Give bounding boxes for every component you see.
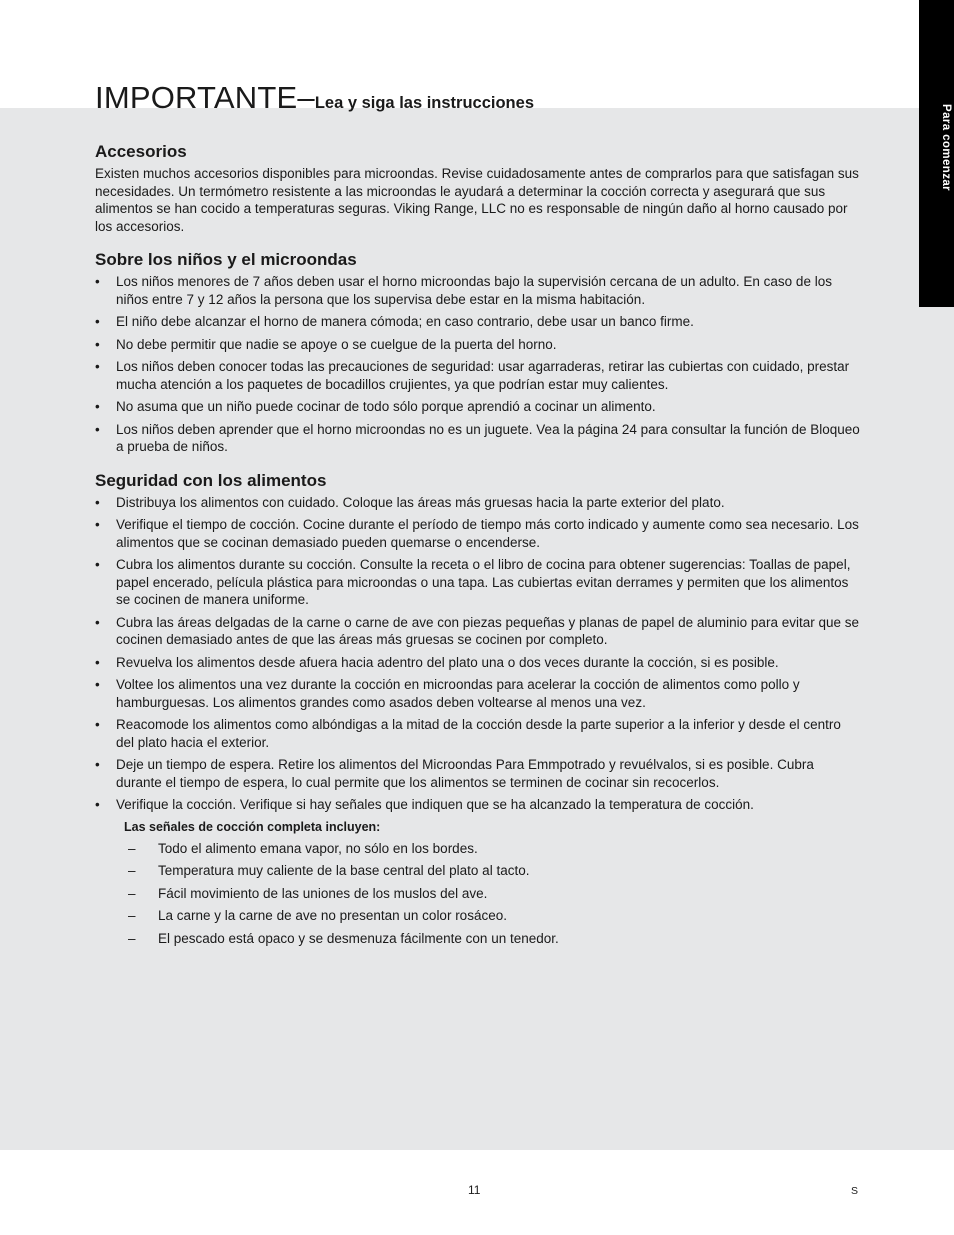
page-content — [95, 78, 860, 952]
page-title — [95, 78, 860, 116]
list-item-text: Distribuya los alimentos con cuidado. Coloque las áreas más gruesas hacia la parte exterior del plato. — [116, 494, 725, 510]
dash-icon: – — [128, 885, 136, 901]
list-item — [95, 398, 860, 416]
alimentos-list — [95, 494, 860, 814]
list-item — [95, 273, 860, 308]
list-item-text: Los niños deben conocer todas las precauciones de seguridad: usar agarraderas, retirar las cubiertas con cuidado, prestar mucha atención a los paquetes de bocadillos crujientes, ya que podrían estar muy calientes. — [116, 359, 850, 392]
dash-icon: – — [128, 840, 136, 856]
bullet-icon: • — [95, 717, 100, 732]
list-item-text: No debe permitir que nadie se apoye o se cuelgue de la puerta del horno. — [116, 336, 557, 352]
title-main: IMPORTANTE– — [95, 80, 315, 115]
list-item-text: No asuma que un niño puede cocinar de todo sólo porque aprendió a cocinar un alimento. — [116, 399, 656, 414]
list-item-text: Temperatura muy caliente de la base central del plato al tacto. — [158, 863, 530, 878]
list-item — [95, 614, 860, 649]
accesorios-paragraph: Existen muchos accesorios disponibles para microondas. Revise cuidadosamente antes de comprarlos para que satisfagan sus necesidades. Un termómetro resistente a las microondas le ayudará a determinar la cocción correcta y asegurará que sus alimentos se han cocido a temperaturas seguras. Viking Range, LLC no es responsable de ningún daño al horno causado por los accesorios. — [95, 166, 859, 234]
bullet-icon: • — [95, 517, 100, 532]
dash-icon: – — [128, 930, 136, 946]
bullet-icon: • — [95, 314, 100, 329]
list-item-text: El pescado está opaco y se desmenuza fácilmente con un tenedor. — [158, 930, 559, 946]
list-item-text: Cubra las áreas delgadas de la carne o carne de ave con piezas pequeñas y planas de papel de aluminio para evitar que se cocinen demasiado antes de que las áreas más gruesas se cocinen por completo. — [116, 614, 859, 647]
bullet-icon: • — [95, 494, 100, 510]
list-item-text: La carne y la carne de ave no presentan un color rosáceo. — [158, 908, 507, 923]
list-item-text: Los niños menores de 7 años deben usar el horno microondas bajo la supervisión cercana de un adulto. En caso de los niños entre 7 y 12 años la persona que los supervisa debe estar en la misma habitación. — [116, 274, 832, 307]
bullet-icon: • — [95, 797, 100, 812]
list-item-text: Verifique el tiempo de cocción. Cocine durante el período de tiempo más corto indicado y aumente como sea necesario. Los alimentos que se cocinan demasiado pueden quemarse o encenderse. — [116, 517, 859, 550]
dash-icon: – — [128, 908, 136, 923]
cooking-signs-heading: Las señales de cocción completa incluyen: — [124, 819, 381, 834]
list-item — [95, 336, 860, 354]
bullet-icon: • — [95, 421, 100, 437]
list-item — [95, 862, 860, 880]
list-item — [95, 756, 860, 791]
list-item — [95, 358, 860, 393]
list-item — [95, 907, 860, 925]
section-heading-accesorios: Accesorios — [95, 142, 187, 161]
cooking-signs-list — [95, 840, 860, 948]
language-code: S — [851, 1185, 859, 1197]
list-item — [95, 885, 860, 903]
list-item-text: Los niños deben aprender que el horno microondas no es un juguete. Vea la página 24 para consultar la función de Bloqueo a prueba de niños. — [116, 421, 860, 454]
list-item-text: Revuelva los alimentos desde afuera hacia adentro del plato una o dos veces durante la cocción, si es posible. — [116, 654, 779, 670]
list-item-text: Fácil movimiento de las uniones de los muslos del ave. — [158, 885, 488, 901]
list-item-text: Voltee los alimentos una vez durante la cocción en microondas para acelerar la cocción de alimentos como pollo y hamburguesas. Los alimentos grandes como asados deben voltearse al menos una vez. — [116, 677, 800, 710]
section-ninos — [95, 249, 860, 456]
list-item — [95, 796, 860, 814]
title-subtitle: Lea y siga las instrucciones — [314, 94, 534, 112]
bullet-icon: • — [95, 677, 100, 692]
bullet-icon: • — [95, 359, 100, 374]
bullet-icon: • — [95, 614, 100, 630]
list-item — [95, 654, 860, 672]
list-item-text: Deje un tiempo de espera. Retire los alimentos del Microondas Para Emmpotrado y revuélvalos, si es posible. Cubra durante el tiempo de espera, lo cual permite que los alimentos se terminen de cocinar sin recocerlos. — [116, 757, 814, 790]
section-accesorios — [95, 141, 860, 235]
section-heading-ninos: Sobre los niños y el microondas — [95, 250, 357, 269]
section-alimentos — [95, 470, 860, 948]
list-item — [95, 716, 860, 751]
ninos-list — [95, 273, 860, 456]
list-item-text: Reacomode los alimentos como albóndigas a la mitad de la cocción desde la parte superior a la inferior y desde el centro del plato hacia el exterior. — [116, 717, 841, 750]
section-heading-alimentos: Seguridad con los alimentos — [95, 470, 327, 490]
bullet-icon: • — [95, 336, 100, 352]
list-item — [95, 556, 860, 609]
list-item — [95, 840, 860, 858]
dash-icon: – — [128, 863, 136, 878]
list-item-text: Todo el alimento emana vapor, no sólo en los bordes. — [158, 840, 478, 856]
list-item-text: El niño debe alcanzar el horno de manera cómoda; en caso contrario, debe usar un banco firme. — [116, 314, 694, 329]
bullet-icon: • — [95, 757, 100, 772]
bullet-icon: • — [95, 654, 100, 670]
list-item — [95, 516, 860, 551]
list-item — [95, 421, 860, 456]
bullet-icon: • — [95, 557, 100, 572]
list-item — [95, 676, 860, 711]
list-item-text: Cubra los alimentos durante su cocción. Consulte la receta o el libro de cocina para obtener sugerencias: Toallas de papel, papel encerado, película plástica para microondas o una tapa. Las cubiertas evitan derrames y permiten que los alimentos se cocinen de manera uniforme. — [116, 557, 851, 607]
bullet-icon: • — [95, 399, 100, 414]
list-item — [95, 930, 860, 948]
list-item — [95, 313, 860, 331]
side-tab-label: Para comenzar — [940, 104, 952, 192]
bullet-icon: • — [95, 274, 100, 289]
list-item-text: Verifique la cocción. Verifique si hay señales que indiquen que se ha alcanzado la temperatura de cocción. — [116, 797, 754, 812]
page-number: 11 — [468, 1183, 481, 1197]
list-item — [95, 494, 860, 512]
